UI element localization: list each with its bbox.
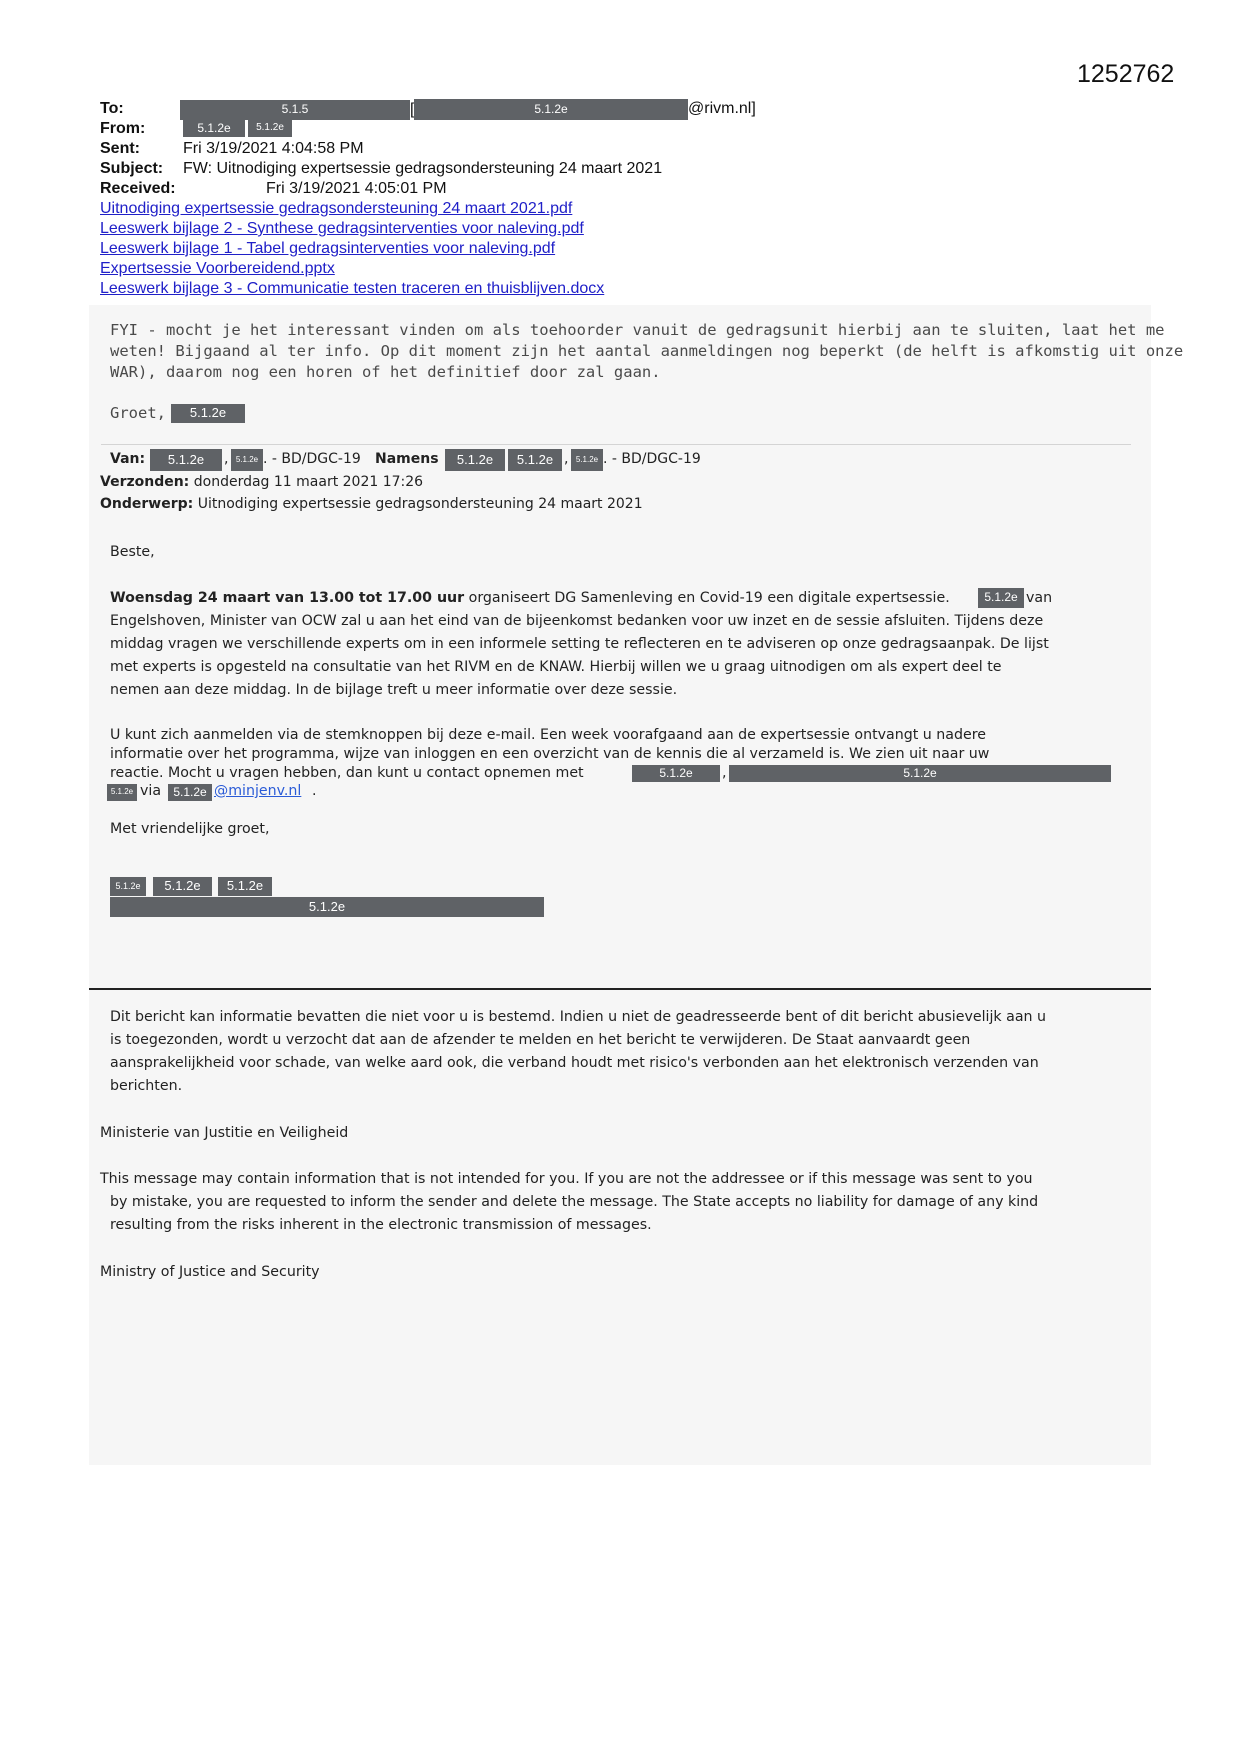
fyi-line-2: weten! Bijgaand al ter info. Op dit moment zijn het aantal aanmeldingen nog beperkt (de helft is afkomstig uit onze [110,342,1184,360]
fyi-greeting-redaction: 5.1.2e [171,404,245,423]
sent-value: Fri 3/19/2021 4:04:58 PM [183,140,364,157]
p1-redaction: 5.1.2e [978,588,1024,608]
disclaimer-nl-line-4: berichten. [110,1078,183,1094]
namens-redaction-3: 5.1.2e [571,449,603,471]
disclaimer-nl-line-3: aansprakelijkheid voor schade, van welke aard ook, die verband houdt met risico's verbonden aan het elektronisch verzenden van [110,1055,1039,1071]
to-bracket: [ [410,101,415,118]
email-domain-link[interactable]: @minjenv.nl [214,783,302,799]
namens-redaction-1: 5.1.2e [445,449,505,471]
attachment-link-5[interactable]: Leeswerk bijlage 3 - Communicatie testen traceren en thuisblijven.docx [100,280,605,297]
disclaimer-nl-line-1: Dit bericht kan informatie bevatten die niet voor u is bestemd. Indien u niet de geadresseerde bent of dit bericht abusievelijk aan u [110,1009,1047,1025]
ministry-en: Ministry of Justice and Security [100,1264,320,1280]
signature-redaction-4: 5.1.2e [110,897,544,917]
p1-line-1-end: van [1026,590,1053,606]
verzonden-value: donderdag 11 maart 2021 17:26 [193,474,424,490]
p2-line-4-dot: . [312,783,317,799]
ministry-nl: Ministerie van Justitie en Veiligheid [100,1125,349,1141]
subject-label: Subject: [100,160,164,177]
verzonden-row [100,473,423,492]
disclaimer-nl-line-2: is toegezonden, wordt u verzocht dat aan de afzender te melden en het bericht te verwijderen. De Staat aanvaardt geen [110,1032,971,1048]
disclaimer-en-line-2: by mistake, you are requested to inform the sender and delete the message. The State accepts no liability for damage of any kind [110,1194,1039,1210]
namens-org: . - BD/DGC-19 [603,451,701,467]
salutation: Beste, [110,544,155,560]
p1-line-1-rest: organiseert DG Samenleving en Covid-19 een digitale expertsessie. [464,590,950,606]
from-redaction-1: 5.1.2e [183,120,245,137]
to-redaction-2: 5.1.2e [414,99,688,120]
p2-line-4-redaction-1: 5.1.2e [107,784,137,801]
p1-line-1 [110,587,950,611]
received-label: Received: [100,180,176,197]
fyi-greeting: Groet, [110,404,166,422]
to-label: To: [100,100,124,117]
disclaimer-separator [89,988,1151,990]
onderwerp-label: Onderwerp: [100,496,194,512]
signature-redaction-3: 5.1.2e [218,877,272,896]
namens-label: Namens [375,451,439,467]
p2-line-4-redaction-2: 5.1.2e [168,784,212,801]
p1-line-4: met experts is opgesteld na consultatie van het RIVM en de KNAW. Hierbij willen we u graag uitnodigen om als expert deel te [110,659,1002,675]
p1-line-2: Engelshoven, Minister van OCW zal u aan het eind van de bijeenkomst bedanken voor uw inzet en de sessie afsluiten. Tijdens deze [110,613,1044,629]
signature-redaction-1: 5.1.2e [110,877,146,896]
p2-via: via [140,783,162,799]
van-label: Van: [110,451,146,467]
fyi-line-1: FYI - mocht je het interessant vinden om als toehoorder vanuit de gedragsunit hierbij aan te sluiten, laat het me [110,321,1165,339]
onderwerp-value: Uitnodiging expertsessie gedragsondersteuning 24 maart 2021 [197,496,643,512]
separator-line [101,444,1131,445]
van-redaction-2: 5.1.2e [231,449,263,471]
onderwerp-row [100,495,643,514]
signature-redaction-2: 5.1.2e [153,877,212,896]
disclaimer-en-line-1: This message may contain information that is not intended for you. If you are not the addressee or if this message was sent to you [100,1171,1033,1187]
verzonden-label: Verzonden: [100,474,190,490]
p2-comma: , [722,765,727,781]
van-org: . - BD/DGC-19 [263,451,361,467]
van-redaction-1: 5.1.2e [150,449,222,471]
p2-line-1: U kunt zich aanmelden via de stemknoppen bij deze e-mail. Een week voorafgaand aan de expertsessie ontvangt u nadere [110,727,986,743]
closing: Met vriendelijke groet, [110,821,270,837]
attachment-link-1[interactable]: Uitnodiging expertsessie gedragsondersteuning 24 maart 2021.pdf [100,200,573,217]
sent-label: Sent: [100,140,140,157]
to-redaction-1: 5.1.5 [180,100,410,120]
p1-line-3: middag vragen we verschillende experts om in een informele setting te reflecteren en te adviseren op onze gedragsaanpak. De lijst [110,636,1049,652]
p2-redaction-2: 5.1.2e [729,765,1111,782]
attachment-link-2[interactable]: Leeswerk bijlage 2 - Synthese gedragsinterventies voor naleving.pdf [100,220,584,237]
namens-comma: , [564,451,569,467]
van-comma: , [224,451,229,467]
subject-value: FW: Uitnodiging expertsessie gedragsondersteuning 24 maart 2021 [183,160,663,177]
to-domain: @rivm.nl] [688,100,756,117]
received-value: Fri 3/19/2021 4:05:01 PM [266,180,447,197]
fyi-line-3: WAR), daarom nog een horen of het definitief door zal gaan. [110,363,661,381]
disclaimer-en-line-3: resulting from the risks inherent in the electronic transmission of messages. [110,1217,652,1233]
p2-line-3: reactie. Mocht u vragen hebben, dan kunt u contact opnemen met [110,765,584,781]
p1-bold-date: Woensdag 24 maart van 13.00 tot 17.00 uur [110,590,465,606]
namens-redaction-2: 5.1.2e [508,449,562,471]
from-label: From: [100,120,146,137]
attachment-link-4[interactable]: Expertsessie Voorbereidend.pptx [100,260,335,277]
p1-line-5: nemen aan deze middag. In de bijlage treft u meer informatie over deze sessie. [110,682,678,698]
attachment-link-3[interactable]: Leeswerk bijlage 1 - Tabel gedragsinterventies voor naleving.pdf [100,240,556,257]
from-redaction-2: 5.1.2e [248,120,292,137]
document-id: 1252762 [1077,60,1175,88]
p2-line-2: informatie over het programma, wijze van inloggen en een overzicht van de kennis die al verzameld is. We zien uit naar uw [110,746,990,762]
p2-redaction-1: 5.1.2e [632,765,720,782]
